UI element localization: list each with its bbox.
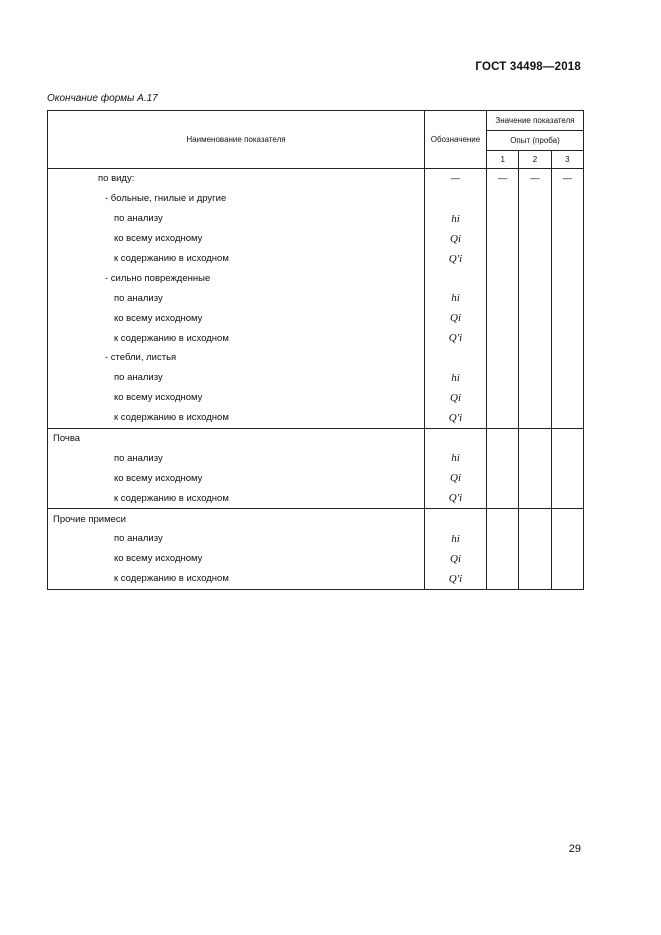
row-value-3 — [551, 549, 583, 569]
row-value-2 — [519, 308, 551, 328]
row-designation: hi — [425, 288, 487, 308]
row-label: ко всему исходному — [48, 468, 425, 488]
table-row — [48, 529, 584, 549]
table-row — [48, 348, 584, 368]
row-value-2 — [519, 328, 551, 348]
page-number: 29 — [568, 843, 581, 855]
row-value-2 — [519, 249, 551, 269]
form-caption: Окончание формы А.17 — [47, 93, 158, 104]
row-value-1 — [487, 468, 519, 488]
row-designation: hi — [425, 368, 487, 388]
header-trial-1: 1 — [487, 151, 519, 169]
row-value-2 — [519, 448, 551, 468]
table-row — [48, 229, 584, 249]
row-label: по анализу — [48, 288, 425, 308]
table-row — [48, 209, 584, 229]
indicator-table — [47, 110, 584, 590]
row-value-2 — [519, 229, 551, 249]
row-value-3 — [551, 509, 583, 529]
row-value-3 — [551, 488, 583, 508]
table-row — [48, 249, 584, 269]
table-row — [48, 388, 584, 408]
row-value-1 — [487, 368, 519, 388]
header-indicator-name: Наименование показателя — [48, 111, 425, 169]
row-value-3 — [551, 249, 583, 269]
row-value-1 — [487, 209, 519, 229]
row-label: - сильно поврежденные — [48, 268, 425, 288]
row-value-3 — [551, 569, 583, 589]
header-indicator-value: Значение показателя — [487, 111, 584, 131]
row-value-1 — [487, 308, 519, 328]
row-label: к содержанию в исходном — [48, 569, 425, 589]
row-value-1 — [487, 408, 519, 428]
row-designation: Qi — [425, 308, 487, 328]
row-label: к содержанию в исходном — [48, 408, 425, 428]
table-row — [48, 368, 584, 388]
row-value-3: — — [551, 169, 583, 189]
row-value-2 — [519, 428, 551, 448]
row-value-1 — [487, 229, 519, 249]
row-label: по анализу — [48, 529, 425, 549]
table-row — [48, 308, 584, 328]
row-designation — [425, 268, 487, 288]
row-value-3 — [551, 229, 583, 249]
table-row — [48, 328, 584, 348]
table-row — [48, 468, 584, 488]
row-value-3 — [551, 189, 583, 209]
row-label: к содержанию в исходном — [48, 328, 425, 348]
row-label: ко всему исходному — [48, 308, 425, 328]
row-designation: Qi — [425, 229, 487, 249]
row-value-1 — [487, 549, 519, 569]
row-designation — [425, 428, 487, 448]
row-designation — [425, 189, 487, 209]
row-value-2 — [519, 509, 551, 529]
table-row — [48, 189, 584, 209]
row-label: - стебли, листья — [48, 348, 425, 368]
row-value-3 — [551, 408, 583, 428]
row-value-1 — [487, 249, 519, 269]
row-designation: hi — [425, 529, 487, 549]
row-value-2 — [519, 569, 551, 589]
row-designation: Qi — [425, 549, 487, 569]
table-row — [48, 428, 584, 448]
row-label: - больные, гнилые и другие — [48, 189, 425, 209]
row-label: ко всему исходному — [48, 388, 425, 408]
row-value-3 — [551, 209, 583, 229]
row-designation: hi — [425, 209, 487, 229]
row-value-2 — [519, 368, 551, 388]
row-label: ко всему исходному — [48, 229, 425, 249]
row-value-3 — [551, 368, 583, 388]
table-row — [48, 509, 584, 529]
row-value-3 — [551, 448, 583, 468]
row-value-3 — [551, 468, 583, 488]
row-value-2 — [519, 348, 551, 368]
row-value-1 — [487, 348, 519, 368]
row-value-2 — [519, 388, 551, 408]
row-value-2 — [519, 488, 551, 508]
row-designation: Qi — [425, 388, 487, 408]
row-value-1 — [487, 448, 519, 468]
row-label: по виду: — [48, 169, 425, 189]
row-designation: Qi — [425, 468, 487, 488]
row-value-3 — [551, 388, 583, 408]
row-value-1 — [487, 509, 519, 529]
row-value-3 — [551, 288, 583, 308]
table-body — [48, 169, 584, 590]
row-value-2 — [519, 529, 551, 549]
row-value-2 — [519, 189, 551, 209]
header-trial-3: 3 — [551, 151, 583, 169]
row-value-2 — [519, 288, 551, 308]
row-value-3 — [551, 328, 583, 348]
row-value-3 — [551, 529, 583, 549]
row-value-2 — [519, 268, 551, 288]
row-value-1 — [487, 388, 519, 408]
row-value-1 — [487, 488, 519, 508]
table-row — [48, 408, 584, 428]
header-trial-2: 2 — [519, 151, 551, 169]
table-row — [48, 549, 584, 569]
table-row — [48, 169, 584, 189]
row-label: Почва — [48, 428, 425, 448]
row-label: по анализу — [48, 209, 425, 229]
row-value-1 — [487, 569, 519, 589]
row-value-2: — — [519, 169, 551, 189]
table-row — [48, 448, 584, 468]
row-label: по анализу — [48, 368, 425, 388]
row-label: к содержанию в исходном — [48, 488, 425, 508]
row-designation: Q′i — [425, 328, 487, 348]
row-value-2 — [519, 408, 551, 428]
row-value-1 — [487, 328, 519, 348]
row-value-1 — [487, 288, 519, 308]
row-value-3 — [551, 428, 583, 448]
header-trial: Опыт (проба) — [487, 131, 584, 151]
row-designation: Q′i — [425, 569, 487, 589]
row-label: к содержанию в исходном — [48, 249, 425, 269]
row-value-2 — [519, 549, 551, 569]
table-row — [48, 288, 584, 308]
row-value-1 — [487, 268, 519, 288]
row-value-1 — [487, 189, 519, 209]
row-designation — [425, 348, 487, 368]
header-designation: Обозначение — [425, 111, 487, 169]
row-designation: hi — [425, 448, 487, 468]
row-designation — [425, 509, 487, 529]
document-header: ГОСТ 34498—2018 — [475, 61, 581, 73]
row-label: Прочие примеси — [48, 509, 425, 529]
row-value-3 — [551, 348, 583, 368]
row-value-2 — [519, 468, 551, 488]
table-header — [48, 111, 584, 169]
row-value-1 — [487, 428, 519, 448]
row-value-3 — [551, 308, 583, 328]
table-row — [48, 488, 584, 508]
row-value-1 — [487, 529, 519, 549]
row-value-3 — [551, 268, 583, 288]
row-designation: — — [425, 169, 487, 189]
row-designation: Q′i — [425, 249, 487, 269]
row-value-1: — — [487, 169, 519, 189]
table-row — [48, 268, 584, 288]
row-designation: Q′i — [425, 408, 487, 428]
row-value-2 — [519, 209, 551, 229]
table-row — [48, 569, 584, 589]
row-label: по анализу — [48, 448, 425, 468]
row-designation: Q′i — [425, 488, 487, 508]
row-label: ко всему исходному — [48, 549, 425, 569]
